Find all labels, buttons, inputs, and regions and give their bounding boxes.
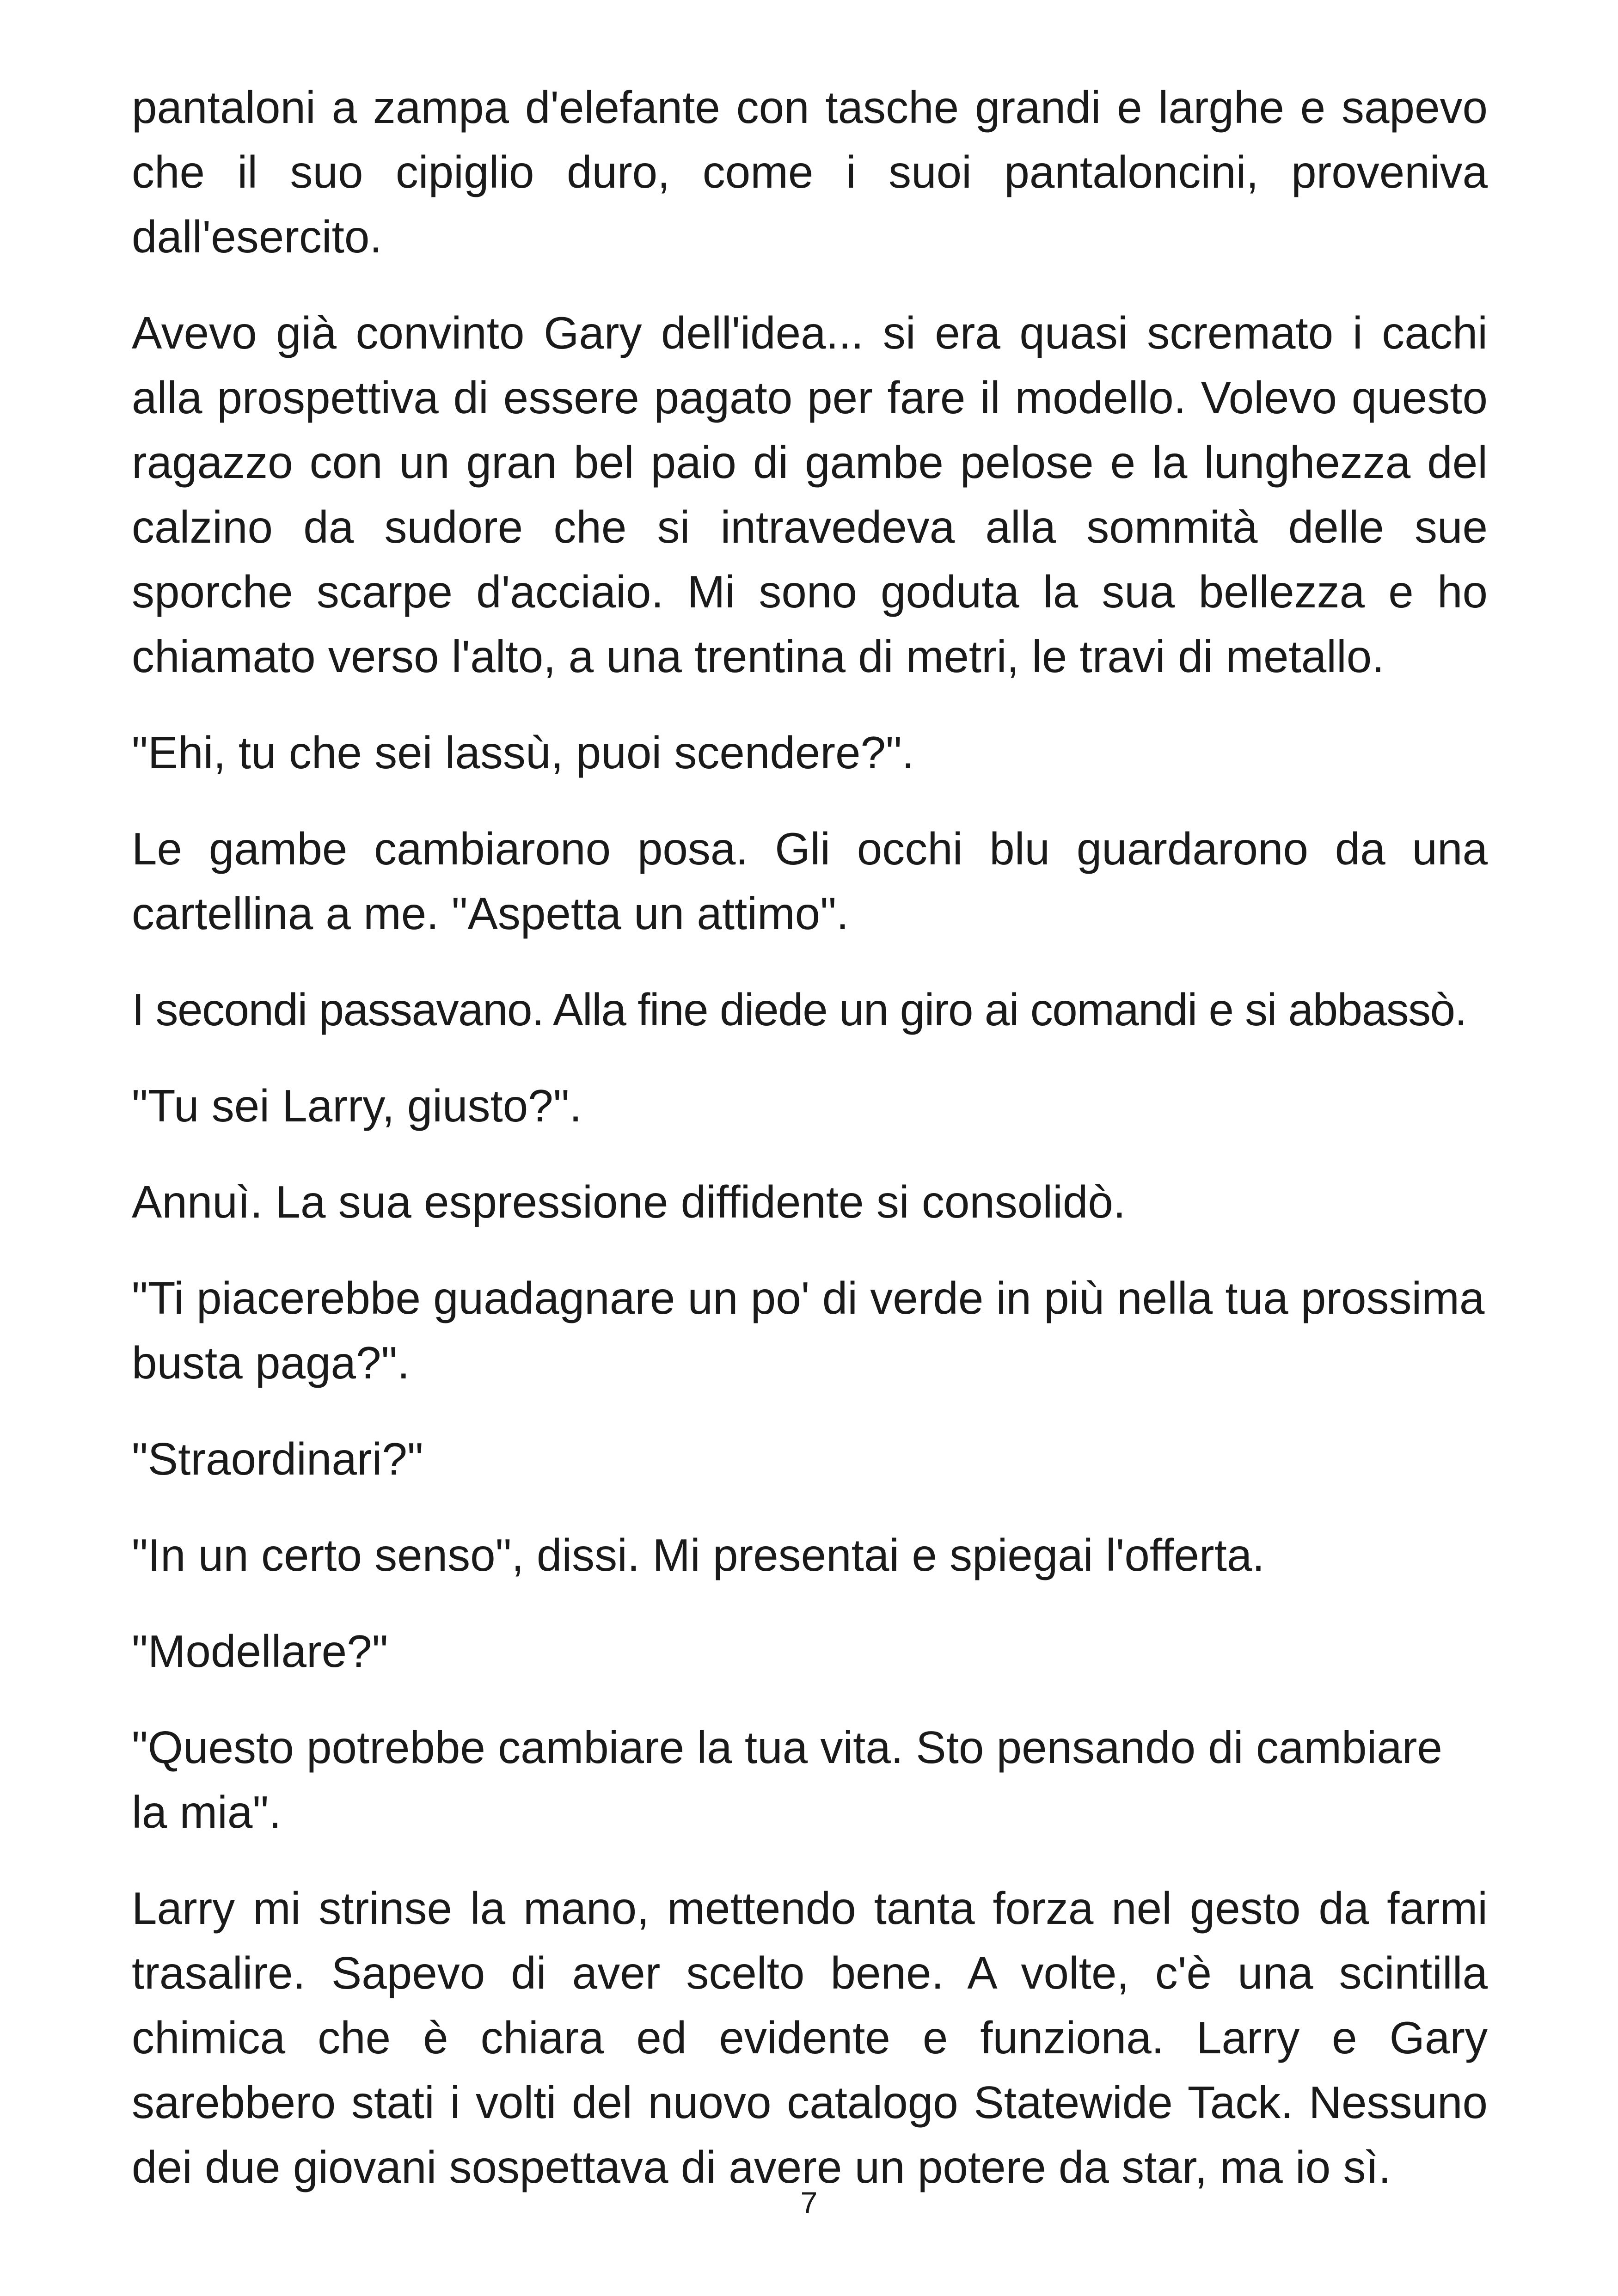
page-number: 7 [800,2186,818,2220]
paragraph-6: "Tu sei Larry, giusto?". [132,1080,582,1131]
paragraph-12: "Questo potrebbe cambiare la tua vita. Sto pensando di cambiare la mia". [132,1722,1442,1837]
body-text [132,75,1488,2231]
paragraph-13: Larry mi strinse la mano, mettendo tanta forza nel gesto da farmi trasalire. Sapevo di aver scelto bene. A volte, c'è una scintilla chimica che è chiara ed evidente e funziona. Larry e Gary sarebbero stati i volti del nuovo catalogo Statewide Tack. Nessuno dei due giovani sospettava di avere un potere da star, ma io sì. [132,1883,1488,2192]
paragraph-5: I secondi passavano. Alla fine diede un giro ai comandi e si abbassò. [132,984,1467,1035]
paragraph-11: "Modellare?" [132,1626,388,1677]
paragraph-7: Annuì. La sua espressione diffidente si consolidò. [132,1176,1126,1227]
paragraph-3: "Ehi, tu che sei lassù, puoi scendere?". [132,727,914,778]
paragraph-1: pantaloni a zampa d'elefante con tasche grandi e larghe e sapevo che il suo cipiglio duro, come i suoi pantaloncini, proveniva dall'esercito. [132,82,1488,262]
paragraph-8: "Ti piacerebbe guadagnare un po' di verde in più nella tua prossima busta paga?". [132,1273,1485,1388]
paragraph-2: Avevo già convinto Gary dell'idea... si era quasi scremato i cachi alla prospettiva di essere pagato per fare il modello. Volevo questo ragazzo con un gran bel paio di gambe pelose e la lunghezza del calzino da sudore che si intravedeva alla sommità delle sue sporche scarpe d'acciaio. Mi sono goduta la sua bellezza e ho chiamato verso l'alto, a una trentina di metri, le travi di metallo. [132,307,1488,682]
paragraph-9: "Straordinari?" [132,1433,423,1484]
paragraph-10: "In un certo senso", dissi. Mi presentai e spiegai l'offerta. [132,1530,1265,1580]
paragraph-4: Le gambe cambiarono posa. Gli occhi blu guardarono da una cartellina a me. "Aspetta un attimo". [132,823,1488,939]
